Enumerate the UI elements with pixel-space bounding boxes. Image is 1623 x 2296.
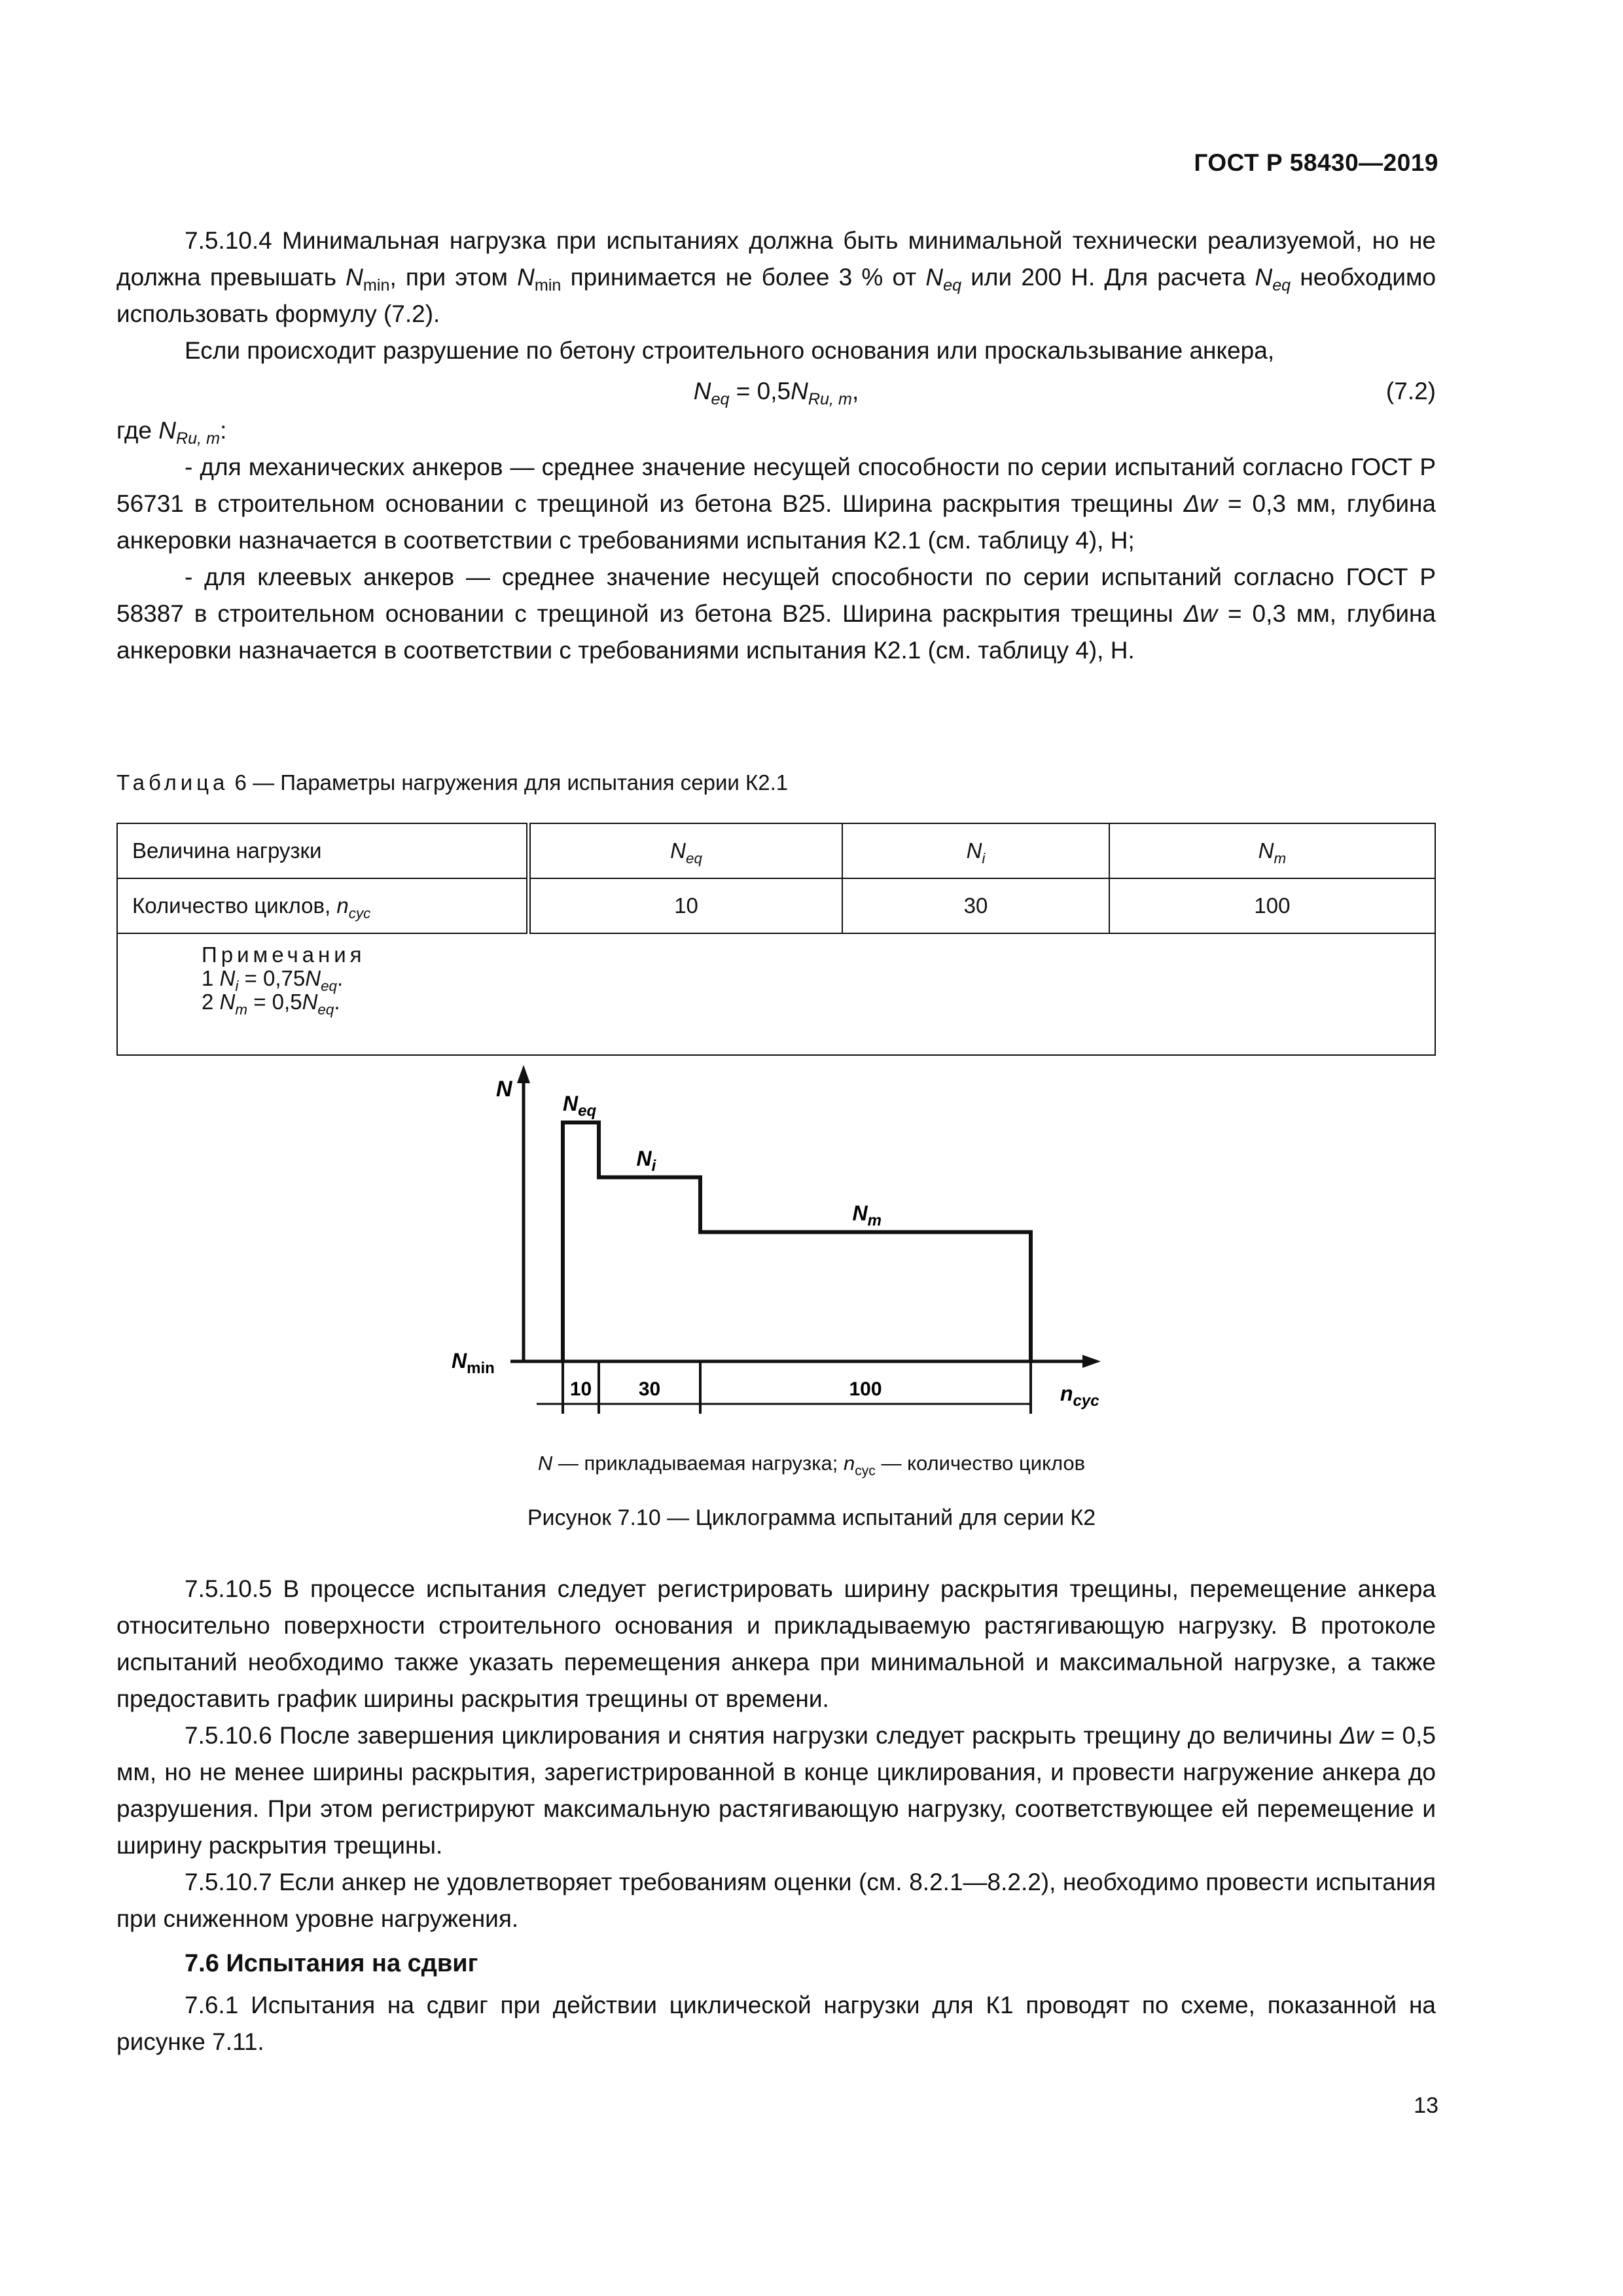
cycle-interval-ticks [537, 1361, 1031, 1414]
paragraph-7-5-10-7: 7.5.10.7 Если анкер не удовлетворяет требованиям оценки (см. 8.2.1—8.2.2), необходимо провести испытания при сниженном уровне нагружения. [116, 1869, 1436, 1932]
formula-body: $N_{eq} = 0,5N_{Ru, m}$, [693, 378, 859, 408]
upper-text-block [116, 223, 1436, 669]
where-clause: где $N_{Ru, m}$: [116, 417, 227, 448]
cyclogram-figure [432, 1064, 1165, 1417]
step-label-nm: $N_m$ [852, 1201, 882, 1230]
table-6-caption: Таблица 6 — Параметры нагружения для испытания серии К2.1 [116, 770, 789, 795]
figure-caption: Рисунок 7.10 — Циклограмма испытаний для серии К2 [527, 1505, 1096, 1530]
paragraph-failure-condition: Если происходит разрушение по бетону строительного основания или проскальзывание анкера, [185, 337, 1275, 364]
section-heading-7-6: 7.6 Испытания на сдвиг [185, 1950, 478, 1977]
table-cell-load-label: Величина нагрузки [117, 823, 529, 878]
note-2: 2 $N_m = 0,5N_{eq}$. [202, 990, 340, 1018]
list-item-adhesive-anchors: - для клеевых анкеров — среднее значение несущей способности по серии испытаний согласно ГОСТ Р 58387 в строительном основании с трещиной из бетона В25. Ширина раскрытия трещины Δw = 0,3 мм, глубина анкеровки назначается в соответствии с требованиями испытания К2.1 (см. таблицу 4), Н. [116, 564, 1436, 664]
cycles-label-10: 10 [569, 1378, 592, 1400]
table-6 [116, 823, 1436, 1056]
figure-legend: N — прикладываемая нагрузка; $n_{cyc}$ — количество циклов [537, 1452, 1086, 1479]
table-cell-neq: $N_{eq}$ [529, 823, 843, 878]
x-axis-label: $n_{cyc}$ [1060, 1382, 1099, 1410]
load-step-profile [563, 1122, 1031, 1361]
paragraph-7-5-10-4: 7.5.10.4 Минимальная нагрузка при испытаниях должна быть минимальной технически реализуемой, но не должна превышать $N_{min}$, при этом $N_{min}$ принимается не более 3 % от $N_{eq}$ или 200 Н. Для расчета $N_{eq}$ необходимо использовать формулу (7.2). [116, 227, 1436, 327]
paragraph-7-5-10-5: 7.5.10.5 В процессе испытания следует регистрировать ширину раскрытия трещины, перемещение анкера относительно поверхности строительного основания и прикладываемую растягивающую нагрузку. В протоколе испытаний необходимо также указать перемещения анкера при минимальной и максимальной нагрузке, а также предоставить график ширины раскрытия трещины от времени. [116, 1575, 1436, 1712]
x-axis-arrow-icon [1082, 1355, 1101, 1368]
table-row [117, 878, 1435, 933]
paragraph-7-5-10-6: 7.5.10.6 После завершения циклирования и снятия нагрузки следует раскрыть трещину до величины Δw = 0,5 мм, но не менее ширины раскрытия, зарегистрированной в конце циклирования, и провести нагружение анкера до разрушения. При этом регистрируют максимальную растягивающую нагрузку, соответствующее ей перемещение и ширину раскрытия трещины. [116, 1722, 1436, 1859]
lower-text-block [116, 1571, 1436, 2060]
y-axis-arrow-icon [517, 1065, 530, 1083]
table-cell-cycles-nm: 100 [1109, 878, 1435, 933]
table-cell-cycles-neq: 10 [529, 878, 843, 933]
list-item-mechanical-anchors: - для механических анкеров — среднее значение несущей способности по серии испытаний согласно ГОСТ Р 56731 в строительном основании с трещиной из бетона В25. Ширина раскрытия трещины Δw = 0,3 мм, глубина анкеровки назначается в соответствии с требованиями испытания К2.1 (см. таблицу 4), Н; [116, 454, 1436, 554]
nmin-label: $N_{min}$ [452, 1349, 495, 1377]
table-cell-ni: $N_i$ [842, 823, 1109, 878]
formula-7-2 [116, 373, 1436, 412]
page-number: 13 [1414, 2093, 1438, 2118]
document-header: ГОСТ Р 58430—2019 [1194, 149, 1438, 176]
table-cell-cycles-ni: 30 [842, 878, 1109, 933]
cycles-label-30: 30 [638, 1378, 661, 1400]
y-axis-label: N [496, 1077, 512, 1102]
paragraph-7-6-1: 7.6.1 Испытания на сдвиг при действии циклической нагрузки для К1 проводят по схеме, показанной на рисунке 7.11. [116, 1992, 1436, 2055]
table-cell-nm: $N_m$ [1109, 823, 1435, 878]
table-cell-cycles-label: Количество циклов, $n_{cyc}$ [117, 878, 529, 933]
step-label-neq: $N_{eq}$ [563, 1092, 597, 1120]
step-label-ni: $N_i$ [636, 1146, 656, 1175]
cycles-label-100: 100 [849, 1378, 882, 1400]
formula-number: (7.2) [1385, 378, 1436, 404]
table-row [117, 823, 1435, 878]
note-1: 1 $N_i = 0,75N_{eq}$. [202, 966, 344, 994]
table-notes [117, 933, 1435, 1055]
notes-title: Примечания [202, 942, 366, 967]
table-row [117, 933, 1435, 1055]
